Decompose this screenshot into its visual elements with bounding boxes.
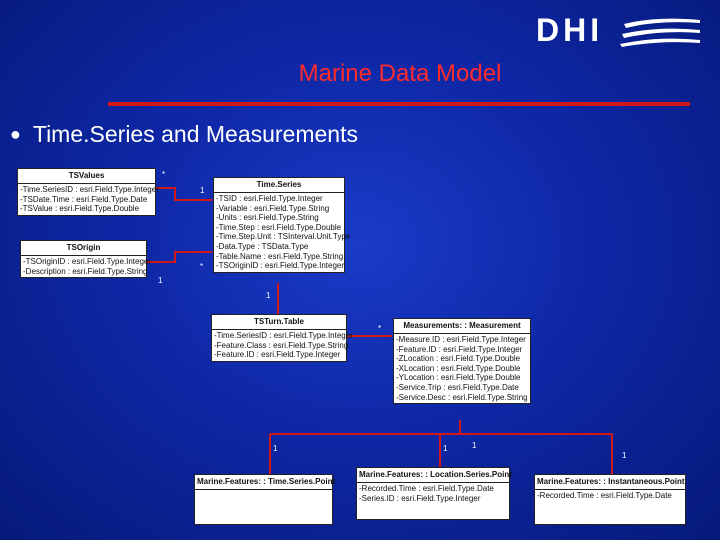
class-attribute: -Measure.ID : esri.Field.Type.Integer (396, 335, 526, 344)
class-attribute: -TSDate.Time : esri.Field.Type.Date (20, 194, 148, 204)
svg-text:DHI: DHI (536, 14, 604, 48)
multiplicity-label: 1 (472, 441, 477, 450)
class-attribute: -YLocation : esri.Field.Type.Double (396, 373, 521, 383)
page-title: Marine Data Model (298, 60, 502, 87)
class-tsvalues (17, 168, 159, 216)
class-attribute: -TSID : esri.Field.Type.Integer (216, 194, 323, 203)
class-name: Measurements: : Measurement (394, 319, 530, 334)
class-attribute: -TSOriginID : esri.Field.Type.Integer (23, 257, 152, 266)
multiplicity-label: 1 (266, 291, 271, 300)
class-attribute: -Table.Name : esri.Field.Type.String (216, 251, 344, 261)
connector-tsorigin-timeseries (146, 252, 212, 262)
class-attribute: -Time.SeriesID : esri.Field.Type.Integer (214, 331, 353, 340)
multiplicity-label: 1 (200, 186, 205, 195)
multiplicity-label: 1 (273, 444, 278, 453)
class-attribute: -XLocation : esri.Field.Type.Double (396, 363, 521, 373)
class-attribute: -Description : esri.Field.Type.String (23, 266, 148, 276)
multiplicity-label: * (162, 170, 166, 179)
class-attribute: -Units : esri.Field.Type.String (216, 213, 319, 223)
class-attribute: -Service.Trip : esri.Field.Type.Date (396, 382, 519, 392)
multiplicity-label: * (378, 324, 382, 333)
class-attribute: -Time.SeriesID : esri.Field.Type.Integer (20, 185, 159, 194)
class-instantaneouspoint (534, 474, 686, 525)
class-tsorigin (20, 240, 152, 278)
class-attribute: -Recorded.Time : esri.Field.Type.Date (359, 484, 494, 493)
class-name: TSTurn.Table (212, 315, 346, 330)
class-name: TSOrigin (21, 241, 146, 256)
class-name: Marine.Features: : Time.Series.Point (195, 475, 332, 490)
class-attribute: -TSOriginID : esri.Field.Type.Integer (216, 261, 345, 271)
multiplicity-label: * (200, 262, 204, 271)
class-name: TSValues (18, 169, 155, 184)
class-name: Marine.Features: : Instantaneous.Point (535, 475, 685, 490)
multiplicity-label: 1 (443, 444, 448, 453)
bullet-text: Time.Series and Measurements (32, 121, 358, 147)
class-locationseriespoint (356, 467, 510, 520)
class-name: Time.Series (214, 178, 344, 193)
class-attribute: -Recorded.Time : esri.Field.Type.Date (537, 491, 672, 500)
class-attribute: -Feature.ID : esri.Field.Type.Integer (396, 344, 523, 354)
class-tsturntable (211, 314, 353, 362)
class-attribute: -Data.Type : TSData.Type (216, 241, 309, 251)
class-attribute: -Service.Desc : esri.Field.Type.String (396, 392, 528, 402)
bullet-icon: ● (10, 124, 21, 144)
class-measurement (393, 318, 531, 404)
class-attribute: -TSValue : esri.Field.Type.Double (20, 204, 140, 214)
class-attribute: -Feature.ID : esri.Field.Type.Integer (214, 350, 341, 360)
class-attribute: -Time.Step.Unit : TSInterval.Unit.Type (216, 232, 351, 242)
multiplicity-label: 1 (158, 276, 163, 285)
class-timeseries (213, 177, 351, 273)
class-attribute: -Series.ID : esri.Field.Type.Integer (359, 493, 481, 503)
class-name: Marine.Features: : Location.Series.Point (357, 468, 509, 483)
class-attribute: -ZLocation : esri.Field.Type.Double (396, 354, 521, 364)
class-attribute: -Feature.Class : esri.Field.Type.String (214, 340, 349, 350)
class-attribute: -Time.Step : esri.Field.Type.Double (216, 222, 342, 232)
multiplicity-label: 1 (622, 451, 627, 460)
class-attribute: -Variable : esri.Field.Type.String (216, 203, 330, 213)
class-timeseriespoint (194, 474, 336, 525)
